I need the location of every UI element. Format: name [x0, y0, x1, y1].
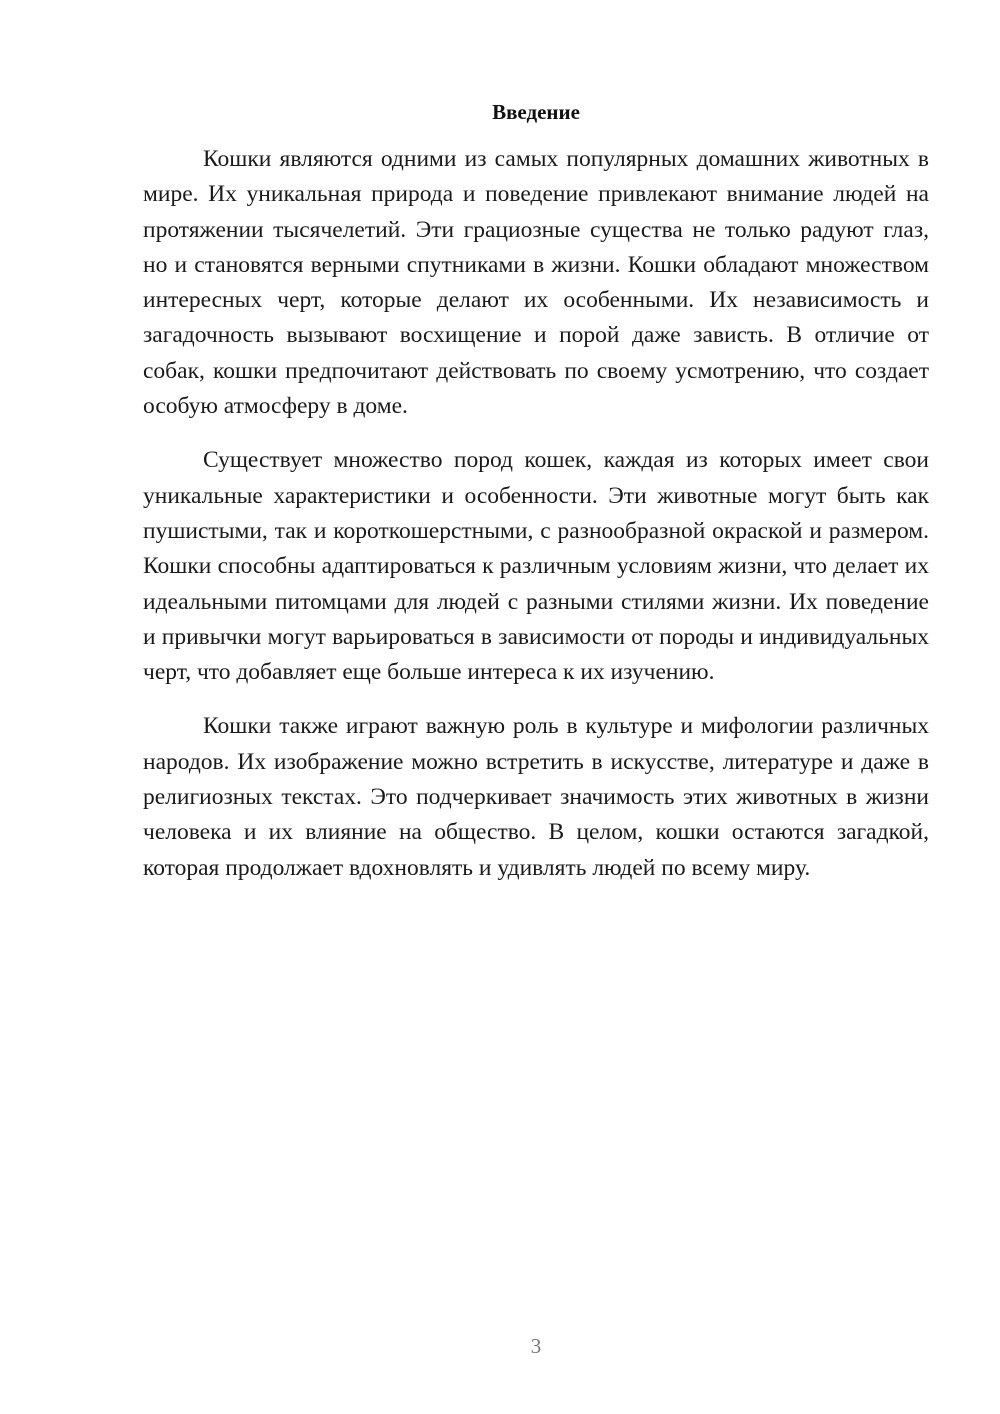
- body-text: [143, 142, 929, 905]
- paragraph-3: Кошки также играют важную роль в культуре и мифологии различных народов. Их изображение можно встретить в искусстве, литературе и даже в религиозных текстах. Это подчеркивает значимость этих животных в жизни человека и их влияние на общество. В целом, кошки остаются загадкой, которая продолжает вдохновлять и удивлять людей по всему миру.: [143, 713, 929, 881]
- section-heading: Введение: [492, 100, 580, 124]
- paragraph-2: Существует множество пород кошек, каждая из которых имеет свои уникальные характеристики и особенности. Эти животные могут быть как пушистыми, так и короткошерстными, с разнообразной окраской и размером. Кошки способны адаптироваться к различным условиям жизни, что делает их идеальными питомцами для людей с разными стилями жизни. Их поведение и привычки могут варьироваться в зависимости от породы и индивидуальных черт, что добавляет еще больше интереса к их изучению.: [143, 447, 929, 686]
- paragraph-1: Кошки являются одними из самых популярных домашних животных в мире. Их уникальная природа и поведение привлекают внимание людей на протяжении тысячелетий. Эти грациозные существа не только радуют глаз, но и становятся верными спутниками в жизни. Кошки обладают множеством интересных черт, которые делают их особенными. Их независимость и загадочность вызывают восхищение и порой даже зависть. В отличие от собак, кошки предпочитают действовать по своему усмотрению, что создает особую атмосферу в доме.: [143, 146, 929, 420]
- page-number: 3: [530, 1334, 542, 1358]
